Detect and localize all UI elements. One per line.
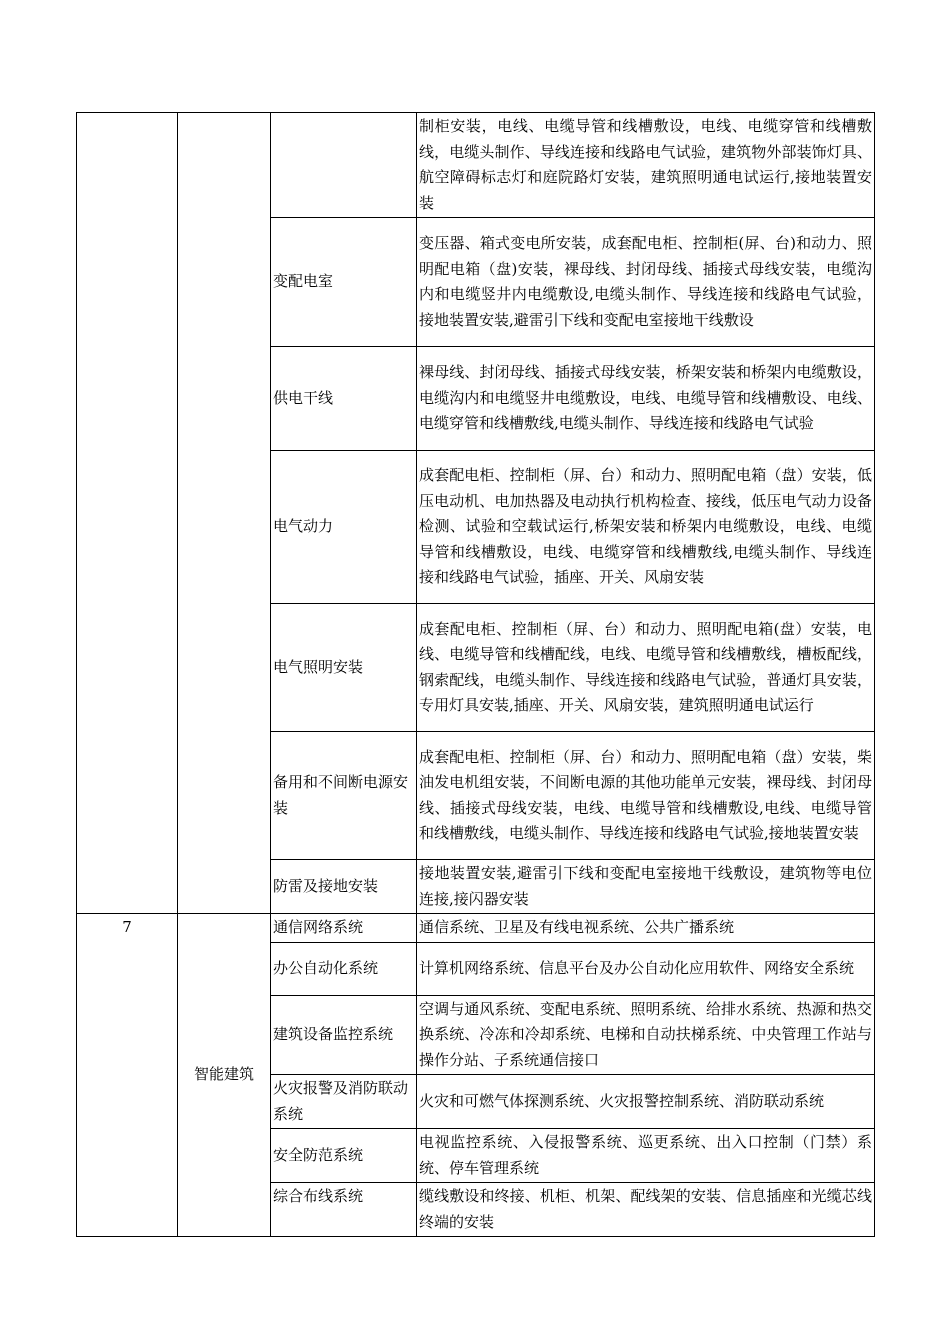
division-number-cell: 7 — [77, 914, 178, 1237]
subdivision-cell: 办公自动化系统 — [271, 942, 417, 995]
subdivision-cell: 防雷及接地安装 — [271, 860, 417, 914]
construction-division-table — [76, 112, 875, 1237]
subdivision-cell: 建筑设备监控系统 — [271, 995, 417, 1075]
work-items-cell: 变压器、箱式变电所安装，成套配电柜、控制柜(屏、台)和动力、照明配电箱（盘)安装，裸母线、封闭母线、插接式母线安装，电缆沟内和电缆竖井内电缆敷设,电缆头制作、导线连接和线路电气试验，接地装置安装,避雷引下线和变配电室接地干线敷设 — [417, 218, 875, 347]
work-items-cell: 制柜安装，电线、电缆导管和线槽敷设，电线、电缆穿管和线槽敷线，电缆头制作、导线连接和线路电气试验，建筑物外部装饰灯具、航空障碍标志灯和庭院路灯安装，建筑照明通电试运行,接地装置安装 — [417, 113, 875, 218]
subdivision-cell: 供电干线 — [271, 347, 417, 451]
work-items-cell: 空调与通风系统、变配电系统、照明系统、给排水系统、热源和热交换系统、冷冻和冷却系统、电梯和自动扶梯系统、中央管理工作站与操作分站、子系统通信接口 — [417, 995, 875, 1075]
work-items-cell: 成套配电柜、控制柜（屏、台）和动力、照明配电箱（盘）安装，柴油发电机组安装，不间断电源的其他功能单元安装，裸母线、封闭母线、插接式母线安装，电线、电缆导管和线槽敷设,电线、电缆导管和线槽敷线，电缆头制作、导线连接和线路电气试验,接地装置安装 — [417, 732, 875, 860]
subdivision-cell: 电气动力 — [271, 451, 417, 604]
subdivision-cell: 通信网络系统 — [271, 914, 417, 943]
subdivision-cell: 火灾报警及消防联动系统 — [271, 1075, 417, 1129]
work-items-cell: 缆线敷设和终接、机柜、机架、配线架的安装、信息插座和光缆芯线终端的安装 — [417, 1183, 875, 1237]
work-items-cell: 火灾和可燃气体探测系统、火灾报警控制系统、消防联动系统 — [417, 1075, 875, 1129]
division-name-cell — [178, 113, 271, 914]
work-items-cell: 成套配电柜、控制柜（屏、台）和动力、照明配电箱(盘）安装，电线、电缆导管和线槽配线，电线、电缆导管和线槽敷线，槽板配线，钢索配线，电缆头制作、导线连接和线路电气试验，普通灯具安装，专用灯具安装,插座、开关、风扇安装，建筑照明通电试运行 — [417, 604, 875, 732]
work-items-cell: 成套配电柜、控制柜（屏、台）和动力、照明配电箱（盘）安装，低压电动机、电加热器及电动执行机构检查、接线，低压电气动力设备检测、试验和空载试运行,桥架安装和桥架内电缆敷设，电线、电缆导管和线槽敷设，电线、电缆穿管和线槽敷线,电缆头制作、导线连接和线路电气试验，插座、开关、风扇安装 — [417, 451, 875, 604]
subdivision-cell: 电气照明安装 — [271, 604, 417, 732]
table-row — [77, 113, 875, 218]
subdivision-cell — [271, 113, 417, 218]
work-items-cell: 裸母线、封闭母线、插接式母线安装，桥架安装和桥架内电缆敷设，电缆沟内和电缆竖井电缆敷设，电线、电缆导管和线槽敷设、电线、电缆穿管和线槽敷线,电缆头制作、导线连接和线路电气试验 — [417, 347, 875, 451]
work-items-cell: 接地装置安装,避雷引下线和变配电室接地干线敷设，建筑物等电位连接,接闪器安装 — [417, 860, 875, 914]
subdivision-cell: 备用和不间断电源安装 — [271, 732, 417, 860]
work-items-cell: 计算机网络系统、信息平台及办公自动化应用软件、网络安全系统 — [417, 942, 875, 995]
work-items-cell: 通信系统、卫星及有线电视系统、公共广播系统 — [417, 914, 875, 943]
subdivision-cell: 安全防范系统 — [271, 1129, 417, 1183]
work-items-cell: 电视监控系统、入侵报警系统、巡更系统、出入口控制（门禁）系统、停车管理系统 — [417, 1129, 875, 1183]
subdivision-cell: 综合布线系统 — [271, 1183, 417, 1237]
table-row — [77, 914, 875, 943]
subdivision-cell: 变配电室 — [271, 218, 417, 347]
division-number-cell — [77, 113, 178, 914]
division-name-cell: 智能建筑 — [178, 914, 271, 1237]
